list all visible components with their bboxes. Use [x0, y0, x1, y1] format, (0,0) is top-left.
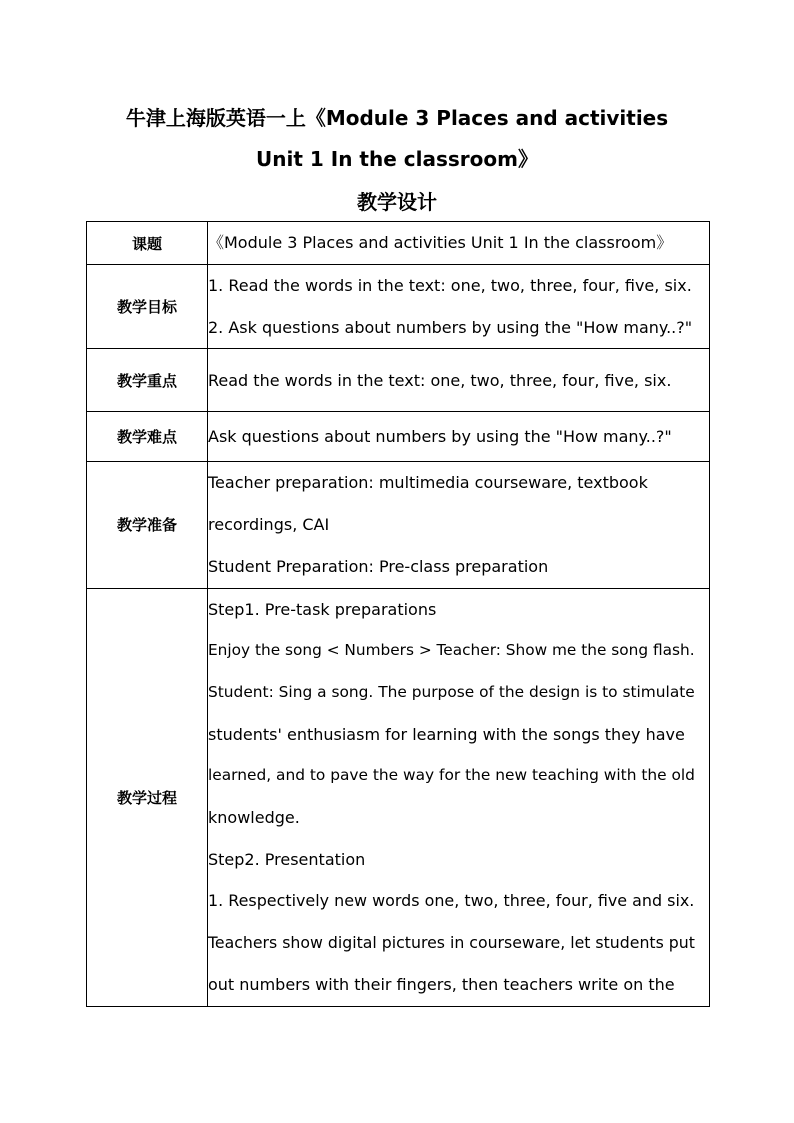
content-line: Teacher preparation: multimedia courseware, textbook — [208, 473, 648, 493]
content-line: students' enthusiasm for learning with the songs they have — [208, 724, 685, 744]
row-label-topic: 课题 — [87, 222, 208, 265]
content-line: Student Preparation: Pre-class preparation — [208, 556, 549, 576]
content-line: Ask questions about numbers by using the "How many..?" — [208, 427, 672, 447]
content-line: learned, and to pave the way for the new teaching with the old — [208, 766, 695, 785]
table-row-preparation — [87, 462, 710, 588]
content-line: recordings, CAI — [208, 515, 330, 535]
content-line: Step1. Pre-task preparations — [208, 599, 437, 619]
content-line: Read the words in the text: one, two, three, four, five, six. — [208, 370, 672, 390]
row-label-process: 教学过程 — [87, 588, 208, 1006]
content-line: 2. Ask questions about numbers by using the "How many..?" — [208, 317, 693, 337]
row-label-preparation: 教学准备 — [87, 462, 208, 588]
document-title-line-2: Unit 1 In the classroom》 — [256, 147, 538, 171]
row-content-objectives — [208, 265, 710, 349]
content-line: out numbers with their fingers, then teachers write on the — [208, 974, 675, 994]
table-row-topic — [87, 222, 710, 265]
row-content-key-points — [208, 349, 710, 412]
content-line: 1. Read the words in the text: one, two, three, four, five, six. — [208, 276, 692, 295]
document-title-line-1: 牛津上海版英语一上《Module 3 Places and activities — [125, 106, 669, 130]
table-row-objectives — [87, 265, 710, 349]
lesson-plan-table — [86, 221, 710, 1007]
row-label-difficulties: 教学难点 — [87, 412, 208, 462]
table-row-difficulties — [87, 412, 710, 462]
row-content-difficulties — [208, 412, 710, 462]
content-line: Teachers show digital pictures in courseware, let students put — [208, 933, 695, 953]
content-line: 《Module 3 Places and activities Unit 1 In the classroom》 — [208, 233, 673, 253]
row-content-preparation — [208, 462, 710, 588]
content-line: 1. Respectively new words one, two, three, four, five and six. — [208, 891, 695, 911]
row-label-key-points: 教学重点 — [87, 349, 208, 412]
content-line: knowledge. — [208, 808, 300, 828]
document-title-line-3: 教学设计 — [357, 190, 437, 214]
table-row-key-points — [87, 349, 710, 412]
content-line: Step2. Presentation — [208, 849, 366, 869]
content-line: Student: Sing a song. The purpose of the design is to stimulate — [208, 682, 695, 701]
content-line: Enjoy the song < Numbers > Teacher: Show me the song flash. — [208, 641, 695, 660]
row-content-process — [208, 588, 710, 1006]
table-row-process — [87, 588, 710, 1006]
row-content-topic — [208, 222, 710, 265]
row-label-objectives: 教学目标 — [87, 265, 208, 349]
